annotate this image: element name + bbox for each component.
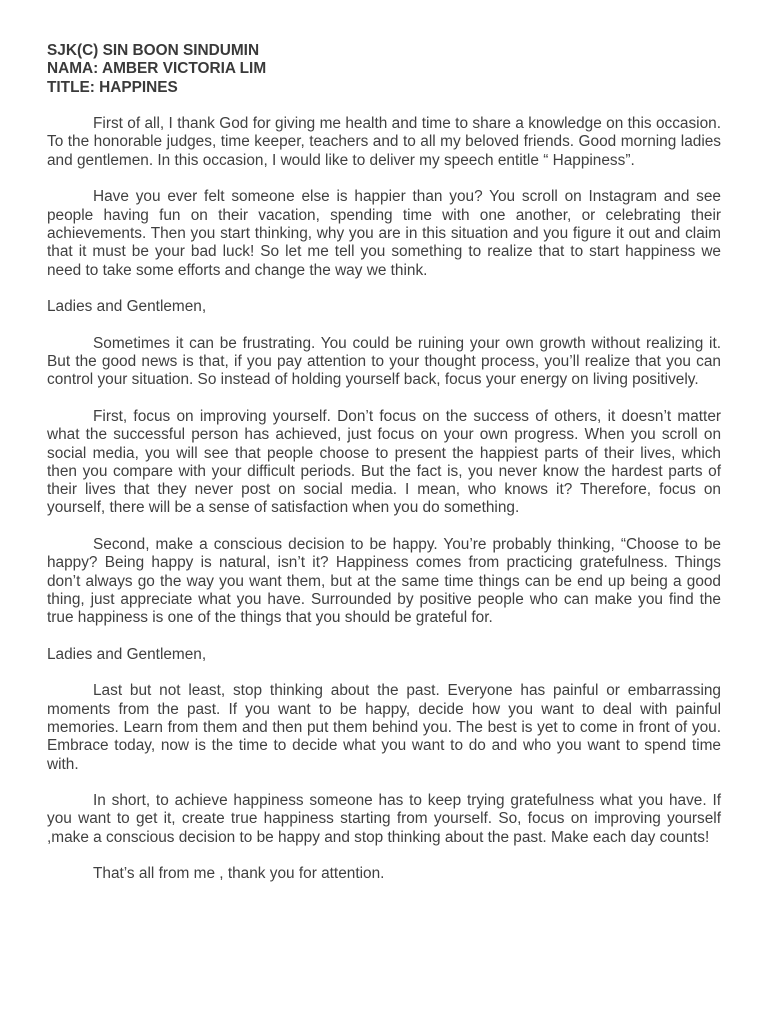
paragraph-second-point: Second, make a conscious decision to be happy. You’re probably thinking, “Choose to be happy? Being happy is natural, isn’t it? Happiness comes from practicing gratefulness. Things don’t always go the way you want them, but at the same time things can be end up being a good thing, just appreciate what you have. Surrounded by positive people who can make you find the true happiness is one of the things that you should be grateful for. (47, 536, 721, 627)
speech-title: TITLE: HAPPINES (47, 78, 178, 96)
paragraph-introduction: First of all, I thank God for giving me health and time to share a knowledge on this occasion. To the honorable judges, time keeper, teachers and to all my beloved friends. Good morning ladies and gentlemen. In this occasion, I would like to deliver my speech entitle “ Happiness”. (47, 115, 721, 169)
closing-line: That’s all from me , thank you for attention. (93, 865, 385, 883)
salutation: Ladies and Gentlemen, (47, 645, 207, 663)
paragraph-question: Have you ever felt someone else is happier than you? You scroll on Instagram and see people having fun on their vacation, spending time with one another, or celebrating their achievements. Then you start thinking, why you are in this situation and you figure it out and claim that it must be your bad luck! So let me tell you something to realize that to start happiness we need to take some efforts and change the way we think. (47, 188, 721, 279)
paragraph-conclusion: In short, to achieve happiness someone has to keep trying gratefulness what you have. If you want to get it, create true happiness starting from yourself. So, focus on improving yourself ,make a conscious decision to be happy and stop thinking about the past. Make each day counts! (47, 792, 721, 846)
student-name: NAMA: AMBER VICTORIA LIM (47, 60, 267, 78)
paragraph-first-point: First, focus on improving yourself. Don’t focus on the success of others, it doesn’t matter what the successful person has achieved, just focus on your own progress. When you scroll on social media, you will see that people choose to present the happiest parts of their lives, which then you compare with your difficult periods. But the fact is, you never know the hardest parts of their lives that they never post on social media. I mean, who knows it? Therefore, focus on yourself, there will be a sense of satisfaction when you do something. (47, 407, 721, 517)
salutation: Ladies and Gentlemen, (47, 298, 207, 316)
document-header (47, 42, 721, 97)
school-name: SJK(C) SIN BOON SINDUMIN (47, 42, 260, 59)
paragraph-last-point: Last but not least, stop thinking about the past. Everyone has painful or embarrassing moments from the past. If you want to be happy, decide how you want to deal with painful memories. Learn from them and then put them behind you. The best is yet to come in front of you. Embrace today, now is the time to decide what you want to do and who you want to spend time with. (47, 682, 721, 773)
paragraph-frustrating: Sometimes it can be frustrating. You could be ruining your own growth without realizing it. But the good news is that, if you pay attention to your thought process, you’ll realize that you can control your situation. So instead of holding yourself back, focus your energy on living positively. (47, 334, 721, 389)
